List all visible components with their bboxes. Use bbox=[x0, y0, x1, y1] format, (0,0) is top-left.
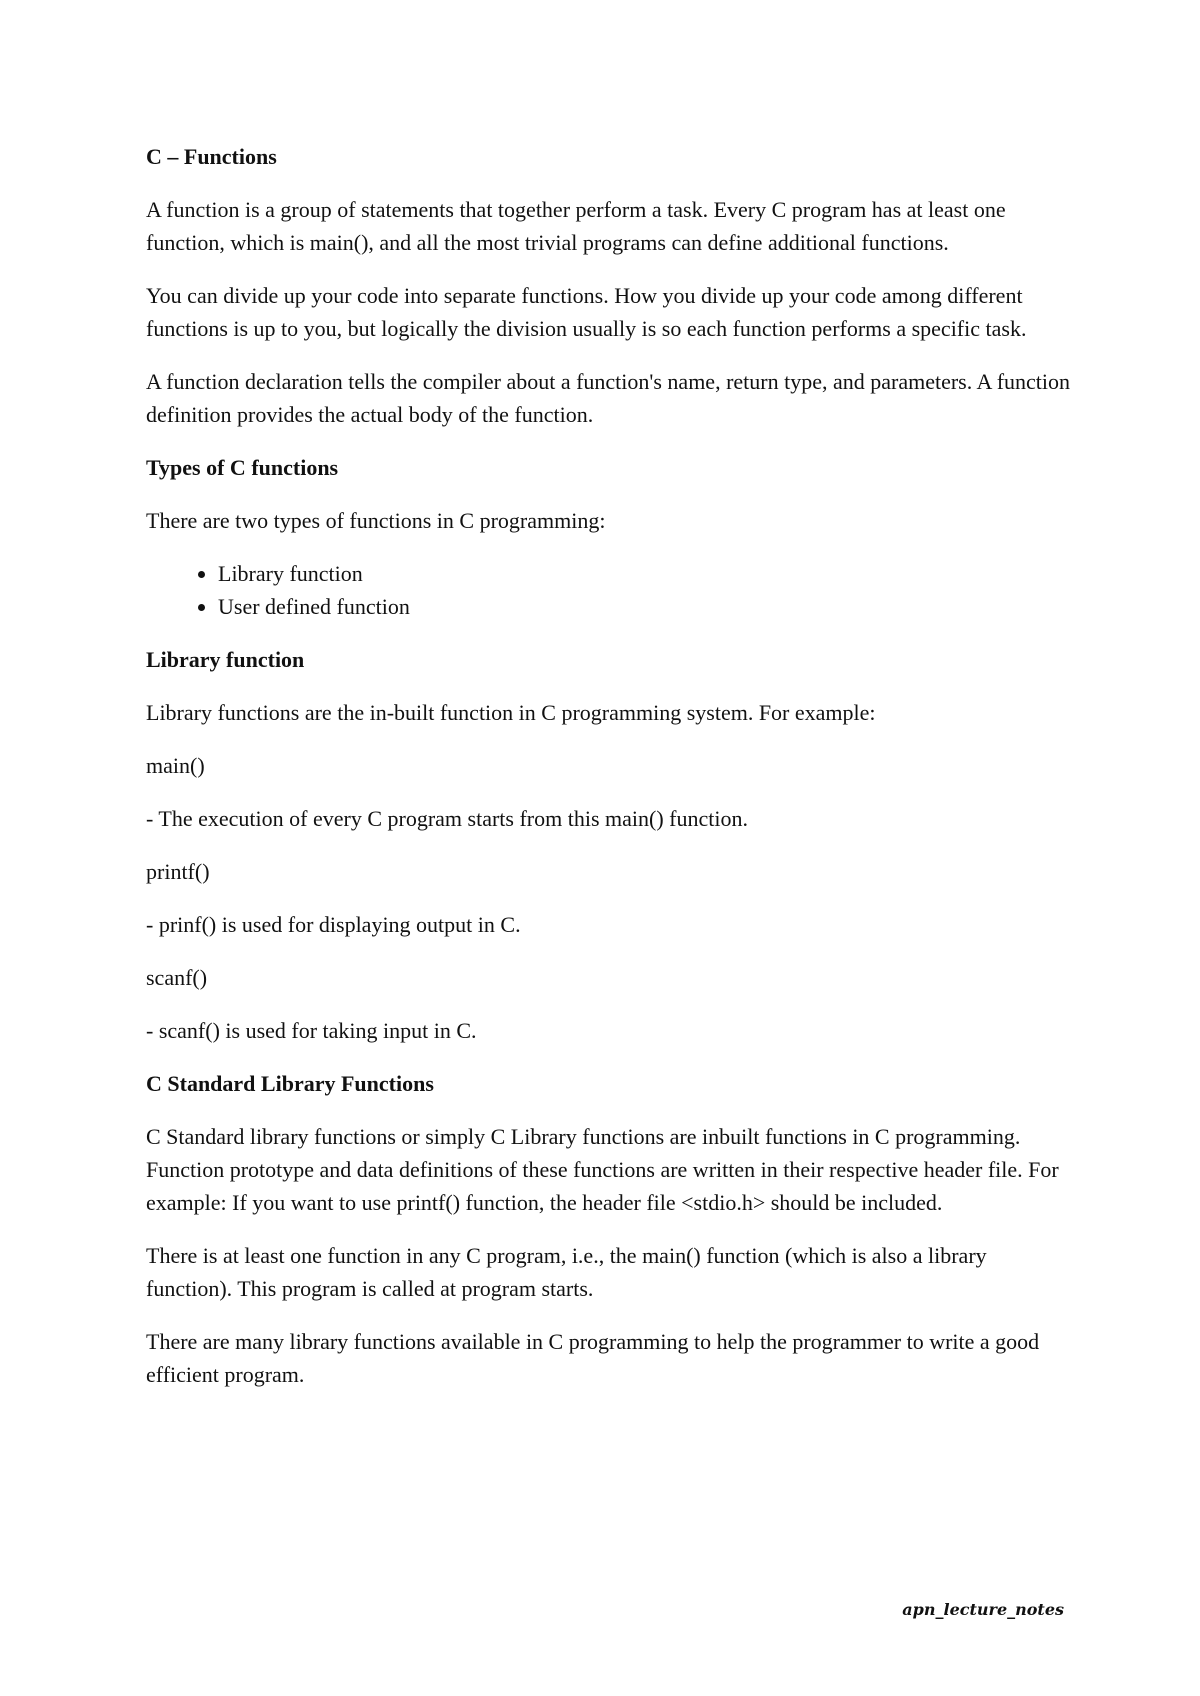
standard-paragraph-1: C Standard library functions or simply C Library functions are inbuilt functions in C programming. Function prototype and data definitions of these functions are written in their respective header file. For example: If you want to use printf() function, the header file <stdio.h> should be included. bbox=[146, 1124, 1059, 1215]
document-page bbox=[146, 140, 1076, 1411]
list-item: • User defined function bbox=[218, 590, 1076, 623]
standard-paragraph-2: There is at least one function in any C program, i.e., the main() function (which is also a library function). This program is called at program starts. bbox=[146, 1243, 987, 1301]
example-name-main: main() bbox=[146, 753, 205, 778]
list-item: • Library function bbox=[218, 557, 1076, 590]
example-desc-scanf: - scanf() is used for taking input in C. bbox=[146, 1018, 477, 1043]
library-heading: Library function bbox=[146, 647, 305, 672]
intro-paragraph-1: A function is a group of statements that together perform a task. Every C program has at least one function, which is main(), and all the most trivial programs can define additional functions. bbox=[146, 197, 1006, 255]
types-heading: Types of C functions bbox=[146, 455, 339, 480]
footer-watermark: apn_lecture_notes bbox=[902, 1600, 1064, 1619]
example-desc-printf: - prinf() is used for displaying output in C. bbox=[146, 912, 521, 937]
example-name-printf: printf() bbox=[146, 859, 210, 884]
standard-paragraph-3: There are many library functions available in C programming to help the programmer to write a good efficient program. bbox=[146, 1329, 1040, 1387]
example-desc-main: - The execution of every C program starts from this main() function. bbox=[146, 806, 748, 831]
intro-paragraph-3: A function declaration tells the compiler about a function's name, return type, and parameters. A function definition provides the actual body of the function. bbox=[146, 369, 1071, 427]
intro-paragraph-2: You can divide up your code into separate functions. How you divide up your code among different functions is up to you, but logically the division usually is so each function performs a specific task. bbox=[146, 283, 1027, 341]
example-name-scanf: scanf() bbox=[146, 965, 208, 990]
standard-heading: C Standard Library Functions bbox=[146, 1071, 434, 1096]
page-title: C – Functions bbox=[146, 144, 277, 169]
types-text: There are two types of functions in C programming: bbox=[146, 508, 606, 533]
types-list bbox=[146, 557, 1076, 623]
library-text: Library functions are the in-built function in C programming system. For example: bbox=[146, 700, 876, 725]
